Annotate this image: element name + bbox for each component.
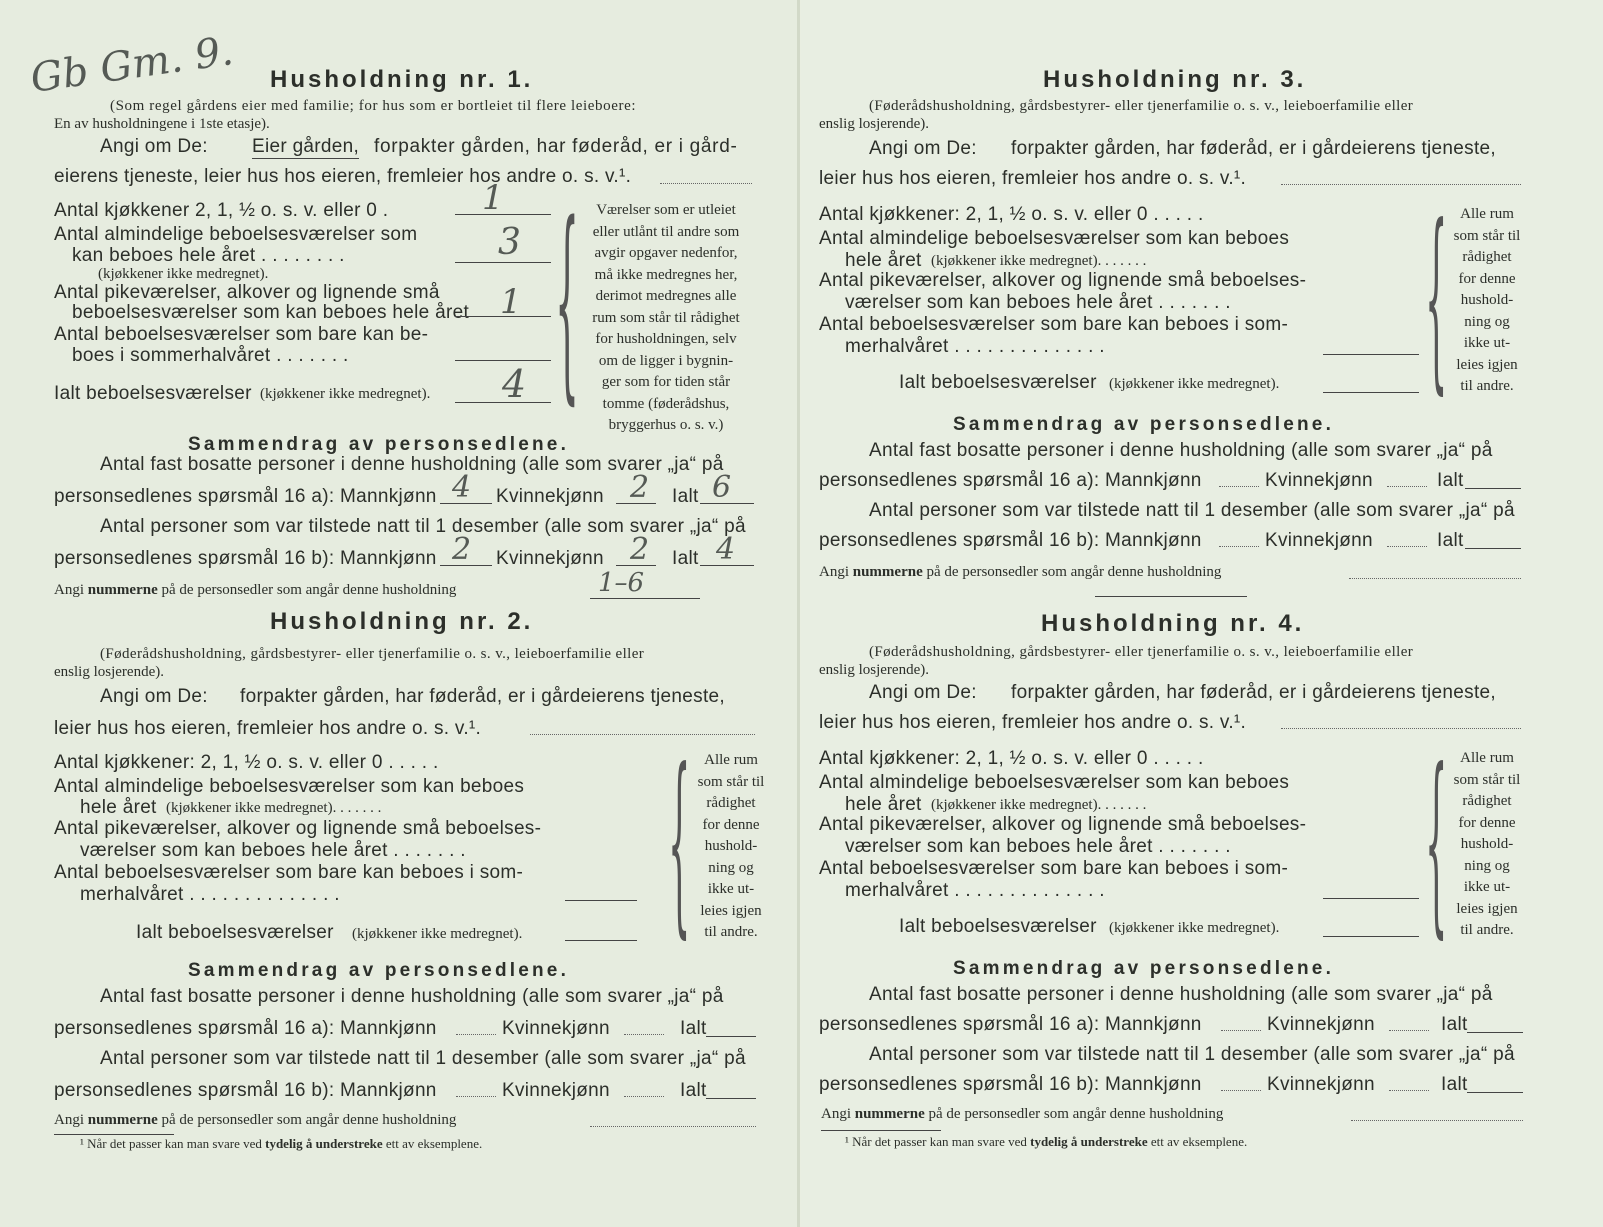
h1-sommer-1: Antal beboelsesværelser som bare kan be- <box>54 324 429 345</box>
h4-side-note-line: for denne <box>1458 814 1516 831</box>
h2-tilstede-ialt-label: Ialt <box>680 1080 707 1101</box>
h3-angi-fill-line <box>1281 184 1521 185</box>
h4-tilstede-1: Antal personer som var tilstede natt til 1 desember (alle som svarer „ja“ på <box>869 1044 1515 1065</box>
h4-angi-label: Angi om De: <box>869 682 977 703</box>
h1-alm-2: kan beboes hele året . . . . . . . . <box>72 245 345 266</box>
h4-tilstede-kvinne-line <box>1389 1090 1429 1091</box>
h2-side-note-line: leies igjen <box>700 902 762 919</box>
h1-pike-1: Antal pikeværelser, alkover og lignende små <box>54 282 440 303</box>
h1-ialt-value: 4 <box>502 362 527 406</box>
h3-sommer-line <box>1323 354 1419 355</box>
h3-sommer-1: Antal beboelsesværelser som bare kan beboes i som- <box>819 314 1289 335</box>
h1-ialt-label: Ialt beboelsesværelser <box>54 383 252 404</box>
h1-sommer-2: boes i sommerhalvåret . . . . . . . <box>72 345 349 366</box>
h3-ialt-note: (kjøkkener ikke medregnet). <box>1109 376 1280 392</box>
h1-tilstede-kvinne-value: 2 <box>630 532 650 567</box>
h2-alm-note: (kjøkkener ikke medregnet). . . . . . . <box>166 800 382 816</box>
h2-fast-ialt-label: Ialt <box>680 1018 707 1039</box>
h1-side-note-line: tomme (føderådshus, <box>602 395 730 412</box>
h2-angi-nummerne <box>54 1112 456 1129</box>
h4-note-1: (Føderådshusholdning, gårdsbestyrer- eller tjenerfamilie o. s. v., leieboerfamilie eller <box>869 644 1414 660</box>
h3-tilstede-ialt-label: Ialt <box>1437 530 1464 551</box>
h3-pike-2: værelser som kan beboes hele året . . . . . . . <box>845 292 1231 313</box>
h4-fast-kvinne-line <box>1389 1030 1429 1031</box>
h2-side-note-line: til andre. <box>704 924 758 940</box>
footnote-rule <box>821 1130 941 1131</box>
h1-angi-rest: forpakter gården, har føderåd, er i gård- <box>374 136 738 157</box>
h1-tilstede-kvinne-label: Kvinnekjønn <box>496 548 604 569</box>
h2-side-note <box>683 750 779 944</box>
h4-alm-note: (kjøkkener ikke medregnet). . . . . . . <box>931 797 1147 813</box>
h2-angi-rest: forpakter gården, har føderåd, er i gårdeierens tjeneste, <box>240 686 725 707</box>
h2-fast-ialt-line <box>706 1036 756 1037</box>
h1-tilstede-1: Antal personer som var tilstede natt til 1 desember (alle som svarer „ja“ på <box>100 516 746 537</box>
h2-ialt-label: Ialt beboelsesværelser <box>136 922 334 943</box>
h1-side-note-line: derimot medregnes alle <box>595 288 737 304</box>
h1-kjokkener-label: Antal kjøkkener 2, 1, ½ o. s. v. eller 0 . <box>54 200 389 221</box>
h3-tilstede-mann-line <box>1219 546 1259 547</box>
h4-side-brace: { <box>1425 728 1448 956</box>
h1-angi-line2: eierens tjeneste, leier hus hos eieren, fremleier hos andre o. s. v.¹. <box>54 166 632 187</box>
h1-side-note-line: bryggerhus o. s. v.) <box>608 417 724 433</box>
household-1-note-1: (Som regel gårdens eier med familie; for hus som er bortleiet til flere leieboere: <box>110 98 637 114</box>
h4-tilstede-ialt-label: Ialt <box>1441 1074 1468 1095</box>
h3-side-note-line: for denne <box>1458 270 1516 287</box>
h1-pike-value: 1 <box>500 282 522 322</box>
h3-side-note-line: ikke ut- <box>1463 335 1511 351</box>
h1-side-note <box>572 200 760 437</box>
h2-tilstede-ialt-line <box>706 1098 756 1099</box>
footnote <box>80 1136 482 1152</box>
h4-kjokkener: Antal kjøkkener: 2, 1, ½ o. s. v. eller 0 . . . . . <box>819 748 1204 769</box>
h2-alm-1: Antal almindelige beboelsesværelser som kan beboes <box>54 776 525 797</box>
page-fold <box>797 0 800 1227</box>
h4-fast-mann-line <box>1221 1030 1261 1031</box>
h3-tilstede-kvinne-label: Kvinnekjønn <box>1265 530 1373 551</box>
h3-side-note-line: ning og <box>1464 313 1510 330</box>
h1-alm-value: 3 <box>498 222 521 263</box>
h3-side-note-line: til andre. <box>1460 378 1514 394</box>
h2-note-1: (Føderådshusholdning, gårdsbestyrer- eller tjenerfamilie o. s. v., leieboerfamilie eller <box>100 646 645 662</box>
h1-fast-ialt-value: 6 <box>712 470 732 505</box>
h4-side-note-line: hushold- <box>1460 836 1514 852</box>
footnote-rule <box>54 1134 174 1135</box>
h2-angi-fill-line <box>530 734 755 735</box>
h2-fast-mann-line <box>456 1034 496 1035</box>
h1-side-note-line: om de ligger i bygnin- <box>598 352 734 369</box>
h4-alm-1: Antal almindelige beboelsesværelser som kan beboes <box>819 772 1290 793</box>
nummerne-bold: nummerne <box>87 1112 158 1128</box>
h1-side-note-line: Værelser som er utleiet <box>596 202 736 218</box>
h2-side-brace: { <box>668 728 691 956</box>
h4-sommer-2: merhalvåret . . . . . . . . . . . . . . <box>845 880 1105 901</box>
h4-tilstede-kvinne-label: Kvinnekjønn <box>1267 1074 1375 1095</box>
h4-ialt-line <box>1323 936 1419 937</box>
h2-sommer-1: Antal beboelsesværelser som bare kan beboes i som- <box>54 862 524 883</box>
h1-sammendrag-title: Sammendrag av personsedlene. <box>188 434 570 455</box>
h2-tilstede-2: personsedlenes spørsmål 16 b): Mannkjønn <box>54 1080 437 1101</box>
h1-side-note-line: rum som står til rådighet <box>592 309 740 326</box>
h3-kjokkener: Antal kjøkkener: 2, 1, ½ o. s. v. eller 0 . . . . . <box>819 204 1204 225</box>
h1-fast-kvinne-value: 2 <box>630 470 650 505</box>
h4-note-2: enslig losjerende). <box>819 662 929 678</box>
angi-text: på de personsedler som angår denne husholdning <box>161 1112 457 1128</box>
h4-sammendrag-title: Sammendrag av personsedlene. <box>953 958 1335 979</box>
h3-sommer-2: merhalvåret . . . . . . . . . . . . . . <box>845 336 1105 357</box>
h2-side-note-line: ning og <box>708 859 754 876</box>
angi-text: Angi <box>819 564 849 580</box>
nummerne-bold: nummerne <box>87 582 158 598</box>
h2-side-note-line: rådighet <box>706 795 756 811</box>
footnote-text: ett av eksemplene. <box>385 1136 483 1151</box>
footnote-text: ¹ Når det passer kan man svare ved <box>80 1136 262 1151</box>
h2-fast-2: personsedlenes spørsmål 16 a): Mannkjønn <box>54 1018 437 1039</box>
h3-fast-1: Antal fast bosatte personer i denne husholdning (alle som svarer „ja“ på <box>869 440 1493 461</box>
footnote-bold: tydelig å understreke <box>1030 1134 1148 1149</box>
h2-side-note-line: for denne <box>702 816 760 833</box>
h2-side-note-line: Alle rum <box>704 752 758 768</box>
h1-fast-ialt-label: Ialt <box>672 486 699 507</box>
h3-ialt-line <box>1323 392 1419 393</box>
h2-side-note-line: hushold- <box>704 838 758 854</box>
h1-angi-label: Angi om De: <box>100 136 208 157</box>
h3-tilstede-1: Antal personer som var tilstede natt til 1 desember (alle som svarer „ja“ på <box>869 500 1515 521</box>
h1-kjokkener-value: 1 <box>482 178 504 218</box>
footnote-text: ¹ Når det passer kan man svare ved <box>845 1134 1027 1149</box>
h2-side-note-line: som står til <box>697 773 765 790</box>
household-4-title: Husholdning nr. 4. <box>1041 610 1305 637</box>
h4-fast-kvinne-label: Kvinnekjønn <box>1267 1014 1375 1035</box>
h3-sammendrag-title: Sammendrag av personsedlene. <box>953 414 1335 435</box>
angi-text: på de personsedler som angår denne husholdning <box>928 1106 1224 1122</box>
nummerne-bold: nummerne <box>854 1106 925 1122</box>
h3-fast-kvinne-line <box>1387 486 1427 487</box>
h2-note-2: enslig losjerende). <box>54 664 164 680</box>
household-1-note-2: En av husholdningene i 1ste etasje). <box>54 116 270 132</box>
h4-tilstede-ialt-line <box>1467 1092 1523 1093</box>
h1-tilstede-mann-value: 2 <box>452 532 472 567</box>
h2-sommer-2: merhalvåret . . . . . . . . . . . . . . <box>80 884 340 905</box>
h4-sommer-1: Antal beboelsesværelser som bare kan beboes i som- <box>819 858 1289 879</box>
h4-ialt-note: (kjøkkener ikke medregnet). <box>1109 920 1280 936</box>
h1-tilstede-ialt-value: 4 <box>716 532 736 567</box>
h4-nummerne-line <box>1351 1120 1523 1121</box>
h4-angi-fill-line <box>1281 728 1521 729</box>
h2-angi-label: Angi om De: <box>100 686 208 707</box>
h1-side-note-line: for husholdningen, selv <box>595 331 737 347</box>
h1-side-note-line: må ikke medregnes her, <box>594 266 738 283</box>
h4-side-note <box>1439 748 1535 942</box>
h3-alm-note: (kjøkkener ikke medregnet). . . . . . . <box>931 253 1147 269</box>
h4-sommer-line <box>1323 898 1419 899</box>
h1-eier-garden-underlined: Eier gården, <box>252 136 360 157</box>
h1-angi-nummerne <box>54 582 456 599</box>
h3-alm-1: Antal almindelige beboelsesværelser som kan beboes <box>819 228 1290 249</box>
h2-tilstede-mann-line <box>456 1096 496 1097</box>
h1-side-note-line: avgir opgaver nedenfor, <box>594 245 738 261</box>
h1-side-note-line: ger som for tiden står <box>601 374 731 390</box>
h1-fast-2: personsedlenes spørsmål 16 a): Mannkjønn <box>54 486 437 507</box>
angi-text: på de personsedler som angår denne husholdning <box>926 564 1222 580</box>
h3-fast-kvinne-label: Kvinnekjønn <box>1265 470 1373 491</box>
h3-tilstede-kvinne-line <box>1387 546 1427 547</box>
footnote-text: ett av eksemplene. <box>1150 1134 1248 1149</box>
h3-angi-label: Angi om De: <box>869 138 977 159</box>
h2-nummerne-line <box>590 1126 756 1127</box>
h3-angi-rest: forpakter gården, har føderåd, er i gårdeierens tjeneste, <box>1011 138 1496 159</box>
h4-tilstede-2: personsedlenes spørsmål 16 b): Mannkjønn <box>819 1074 1202 1095</box>
h2-fast-kvinne-line <box>624 1034 664 1035</box>
right-page <box>801 0 1603 1227</box>
h3-alm-2: hele året <box>845 250 922 271</box>
h3-side-note-line: hushold- <box>1460 292 1514 308</box>
h3-fast-2: personsedlenes spørsmål 16 a): Mannkjønn <box>819 470 1202 491</box>
h2-ialt-note: (kjøkkener ikke medregnet). <box>352 926 523 942</box>
h4-ialt-label: Ialt beboelsesværelser <box>899 916 1097 937</box>
h4-side-note-line: ning og <box>1464 857 1510 874</box>
h1-pike-2: beboelsesværelser som kan beboes hele året <box>72 302 470 323</box>
h3-note-1: (Føderådshusholdning, gårdsbestyrer- eller tjenerfamilie o. s. v., leieboerfamilie eller <box>869 98 1414 114</box>
h3-angi-nummerne <box>819 564 1221 581</box>
h3-side-note-line: rådighet <box>1462 249 1512 265</box>
h2-tilstede-kvinne-line <box>624 1096 664 1097</box>
h3-side-note-line: Alle rum <box>1460 206 1514 222</box>
h4-side-note-line: som står til <box>1453 771 1521 788</box>
h2-sammendrag-title: Sammendrag av personsedlene. <box>188 960 570 981</box>
h1-nummerne-line <box>590 598 700 599</box>
h1-tilstede-ialt-label: Ialt <box>672 548 699 569</box>
h1-tilstede-2: personsedlenes spørsmål 16 b): Mannkjønn <box>54 548 437 569</box>
h4-fast-ialt-line <box>1467 1032 1523 1033</box>
h2-sommer-line <box>565 900 637 901</box>
footnote-bold: tydelig å understreke <box>265 1136 383 1151</box>
h4-side-note-line: leies igjen <box>1456 900 1518 917</box>
h2-pike-1: Antal pikeværelser, alkover og lignende små beboelses- <box>54 818 542 839</box>
h1-fast-kvinne-label: Kvinnekjønn <box>496 486 604 507</box>
h1-side-note-line: eller utlånt til andre som <box>592 223 740 240</box>
h2-kjokkener: Antal kjøkkener: 2, 1, ½ o. s. v. eller 0 . . . . . <box>54 752 439 773</box>
h1-sommer-line <box>455 360 551 361</box>
h1-side-brace: { <box>555 178 580 423</box>
h4-fast-2: personsedlenes spørsmål 16 a): Mannkjønn <box>819 1014 1202 1035</box>
h4-side-note-line: rådighet <box>1462 793 1512 809</box>
angi-text: Angi <box>54 1112 84 1128</box>
h3-fast-ialt-label: Ialt <box>1437 470 1464 491</box>
h4-alm-2: hele året <box>845 794 922 815</box>
h1-alm-3: (kjøkkener ikke medregnet). <box>98 266 269 282</box>
h4-pike-1: Antal pikeværelser, alkover og lignende små beboelses- <box>819 814 1307 835</box>
h1-alm-1: Antal almindelige beboelsesværelser som <box>54 224 418 245</box>
h3-tilstede-ialt-line <box>1465 548 1521 549</box>
h4-side-note-line: ikke ut- <box>1463 879 1511 895</box>
h4-tilstede-mann-line <box>1221 1090 1261 1091</box>
h3-tilstede-2: personsedlenes spørsmål 16 b): Mannkjønn <box>819 530 1202 551</box>
h2-fast-kvinne-label: Kvinnekjønn <box>502 1018 610 1039</box>
h1-fast-1: Antal fast bosatte personer i denne husholdning (alle som svarer „ja“ på <box>100 454 724 475</box>
h2-fast-1: Antal fast bosatte personer i denne husholdning (alle som svarer „ja“ på <box>100 986 724 1007</box>
h4-fast-ialt-label: Ialt <box>1441 1014 1468 1035</box>
h3-side-brace: { <box>1425 184 1448 412</box>
h3-ialt-label: Ialt beboelsesværelser <box>899 372 1097 393</box>
footnote <box>845 1134 1247 1150</box>
h4-angi-line2: leier hus hos eieren, fremleier hos andre o. s. v.¹. <box>819 712 1247 733</box>
h1-angi-fill-line <box>660 183 752 184</box>
h1-ialt-note: (kjøkkener ikke medregnet). <box>260 386 431 402</box>
h4-pike-2: værelser som kan beboes hele året . . . . . . . <box>845 836 1231 857</box>
nummerne-bold: nummerne <box>852 564 923 580</box>
h4-fast-1: Antal fast bosatte personer i denne husholdning (alle som svarer „ja“ på <box>869 984 1493 1005</box>
h3-pike-1: Antal pikeværelser, alkover og lignende små beboelses- <box>819 270 1307 291</box>
left-page <box>0 0 800 1227</box>
h2-pike-2: værelser som kan beboes hele året . . . . . . . <box>80 840 466 861</box>
angi-text: på de personsedler som angår denne husholdning <box>161 582 457 598</box>
h1-fast-mann-value: 4 <box>452 470 472 505</box>
h3-fast-ialt-line <box>1465 488 1521 489</box>
h3-fast-mann-line <box>1219 486 1259 487</box>
h3-nummerne-line <box>1349 578 1521 579</box>
h2-side-note-line: ikke ut- <box>707 881 755 897</box>
h4-side-note-line: Alle rum <box>1460 750 1514 766</box>
angi-text: Angi <box>54 582 84 598</box>
h2-angi-line2: leier hus hos eieren, fremleier hos andre o. s. v.¹. <box>54 718 482 739</box>
h2-tilstede-1: Antal personer som var tilstede natt til 1 desember (alle som svarer „ja“ på <box>100 1048 746 1069</box>
household-1-title: Husholdning nr. 1. <box>270 66 534 93</box>
h3-angi-line2: leier hus hos eieren, fremleier hos andre o. s. v.¹. <box>819 168 1247 189</box>
h3-side-note-line: som står til <box>1453 227 1521 244</box>
household-3-title: Husholdning nr. 3. <box>1043 66 1307 93</box>
angi-text: Angi <box>821 1106 851 1122</box>
section-divider <box>1095 596 1247 597</box>
h4-angi-nummerne <box>821 1106 1223 1123</box>
h2-ialt-line <box>565 940 637 941</box>
h3-note-2: enslig losjerende). <box>819 116 929 132</box>
h3-side-note <box>1439 204 1535 398</box>
margin-pencil-note: Gb Gm. 9. <box>27 28 236 102</box>
h3-side-note-line: leies igjen <box>1456 356 1518 373</box>
h2-alm-2: hele året <box>80 797 157 818</box>
h4-angi-rest: forpakter gården, har føderåd, er i gårdeierens tjeneste, <box>1011 682 1496 703</box>
h1-nummerne-value: 1–6 <box>598 568 645 598</box>
h2-tilstede-kvinne-label: Kvinnekjønn <box>502 1080 610 1101</box>
household-2-title: Husholdning nr. 2. <box>270 608 534 635</box>
h4-side-note-line: til andre. <box>1460 922 1514 938</box>
